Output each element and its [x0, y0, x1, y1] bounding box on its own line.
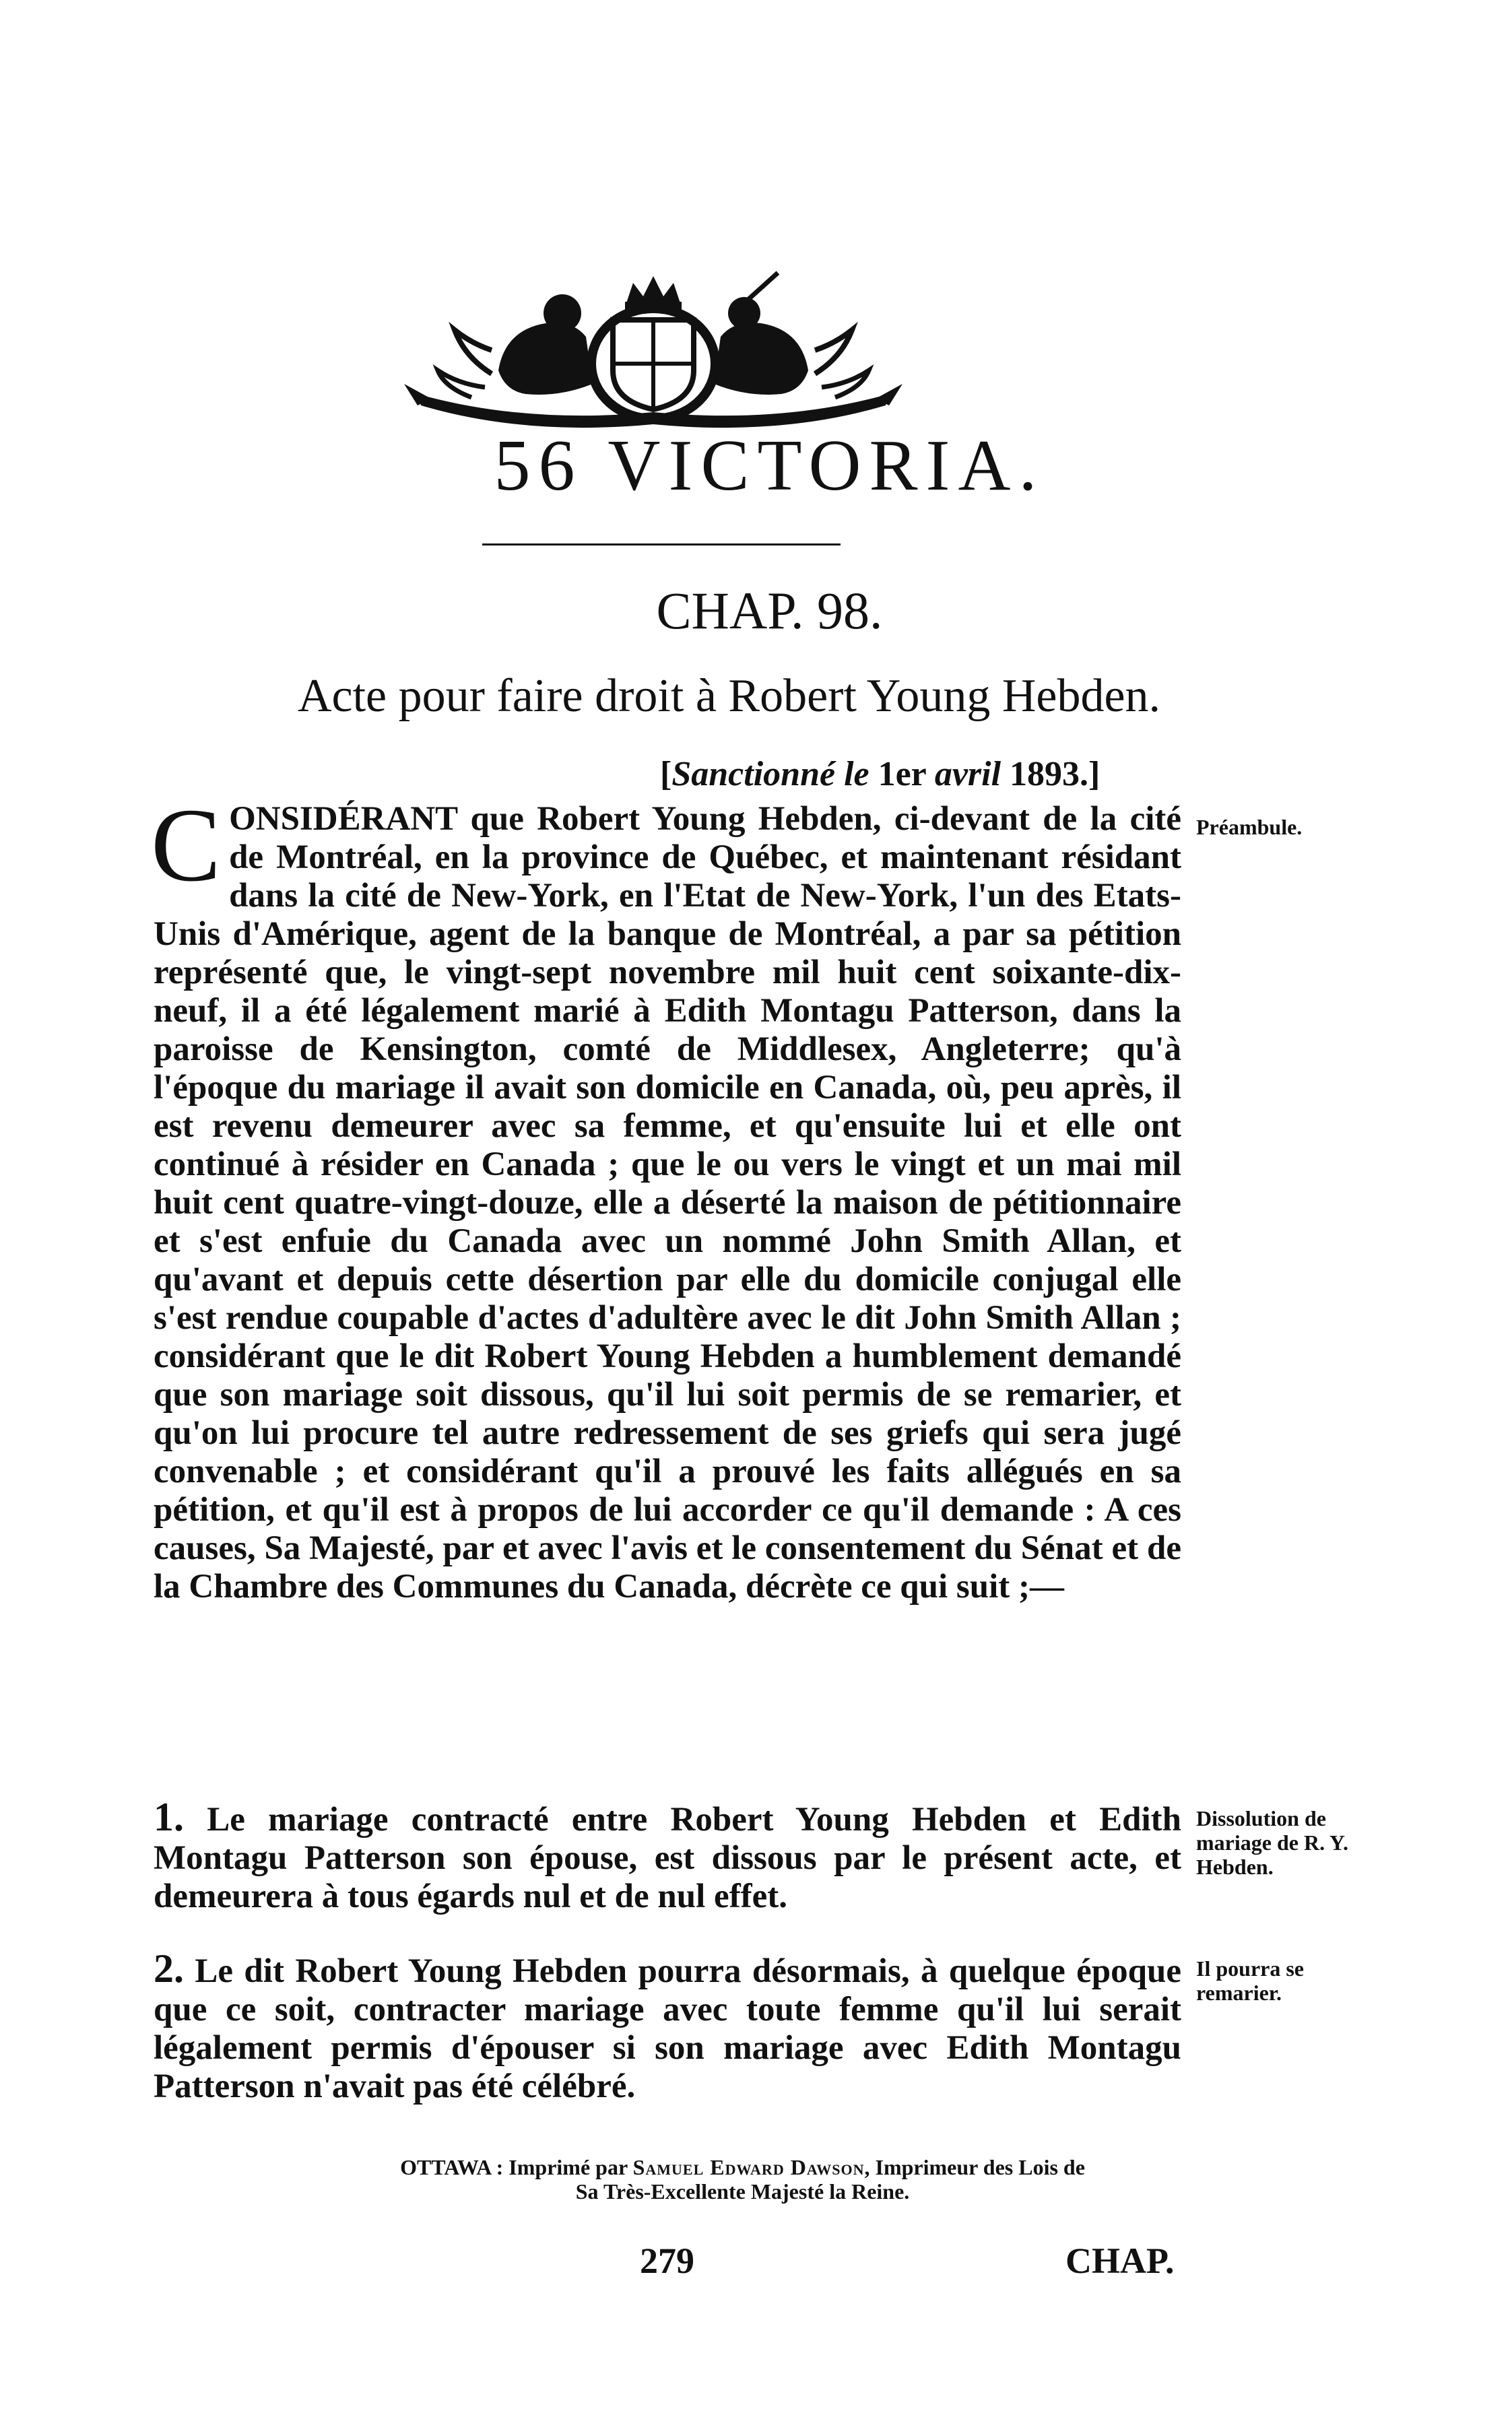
title-divider — [482, 543, 841, 545]
imprint-city: OTTAWA : Imprimé par — [400, 2155, 633, 2179]
section-text: Le dit Robert Young Hebden pourra désormais, à quelque époque que ce soit, contracter mariage avec toute femme qu'il lui serait légalement permis d'épouser si son mariage avec Edith Montagu Patterson n'avait pas été célébré. — [154, 1952, 1181, 2105]
sanction-label: Sanctionné le — [671, 755, 869, 793]
page-title: 56 VICTORIA. — [494, 426, 1045, 506]
royal-coat-of-arms-icon — [391, 256, 916, 431]
section-2 — [154, 1946, 1181, 2106]
page-number: 279 — [640, 2241, 694, 2281]
printer-name: Samuel Edward Dawson — [632, 2155, 865, 2179]
sanction-date — [660, 754, 1100, 794]
chapter-heading: CHAP. 98. — [656, 581, 883, 640]
sanction-bracket: [ — [660, 755, 672, 793]
margin-note-section-1: Dissolution de mariage de R. Y. Hebden. — [1196, 1806, 1349, 1879]
section-1 — [154, 1795, 1181, 1916]
imprint-title: , Imprimeur des Lois de — [864, 2155, 1085, 2179]
margin-note-preamble: Préambule. — [1196, 815, 1303, 839]
imprint-line-2: Sa Très-Excellente Majesté la Reine. — [575, 2179, 910, 2204]
preamble-text: que Robert Young Hebden, ci-devant de la cité de Montréal, en la province de Québec, et maintenant résidant dans la cité de New-York, en l'Etat de New-York, l'un des Etats-Unis d'Amérique, agent de la banque de Montréal, a par sa pétition représenté que, le vingt-sept novembre mil huit cent soixante-dix-neuf, il a été légalement marié à Edith Montagu Patterson, dans la paroisse de Kensington, comté de Middlesex, Angleterre; qu'à l'époque du mariage il avait son domicile en Canada, où, peu après, il est revenu demeurer avec sa femme, et qu'ensuite lui et elle ont continué à résider en Canada ; que le ou vers le vingt et un mai mil huit cent quatre-vingt-douze, elle a déserté la maison de pétitionnaire et s'est enfuie du Canada avec un nommé John Smith Allan, et qu'avant et depuis cette désertion par elle du domicile conjugal elle s'est rendue coupable d'actes d'adultère avec le dit John Smith Allan ; considérant que le dit Robert Young Hebden a humblement demandé que son mariage soit dissous, qu'il lui soit permis de se remarier, et qu'on lui procure tel autre redressement de ses griefs qui sera jugé convenable ; et considérant qu'il a prouvé les faits allégués en sa pétition, et qu'il est à propos de lui accorder ce qu'il demande : A ces causes, Sa Majesté, par et avec l'avis et le consentement du Sénat et de la Chambre des Communes du Canada, décrète ce qui suit ;— — [154, 800, 1181, 1606]
sanction-month: avril — [934, 755, 1001, 793]
section-number: 1. — [154, 1795, 184, 1839]
section-number: 2. — [154, 1946, 184, 1991]
sanction-day: 1er — [878, 755, 926, 793]
preamble-lead-word: ONSIDÉRANT — [229, 800, 458, 838]
section-text: Le mariage contracté entre Robert Young Hebden et Edith Montagu Patterson son épouse, est dissous par le présent acte, et demeurera à tous égards nul et de nul effet. — [154, 1801, 1181, 1915]
sanction-year: 1893.] — [1010, 755, 1100, 793]
imprint-line-1 — [0, 2155, 1485, 2179]
drop-cap: C — [151, 787, 222, 903]
preamble-paragraph — [151, 787, 1181, 1606]
printer-imprint — [0, 2155, 1512, 2204]
act-title: Acte pour faire droit à Robert Young Hebden. — [297, 670, 1161, 722]
margin-note-section-2: Il pourra se remarier. — [1196, 1956, 1304, 2005]
catchword: CHAP. — [1065, 2241, 1175, 2281]
